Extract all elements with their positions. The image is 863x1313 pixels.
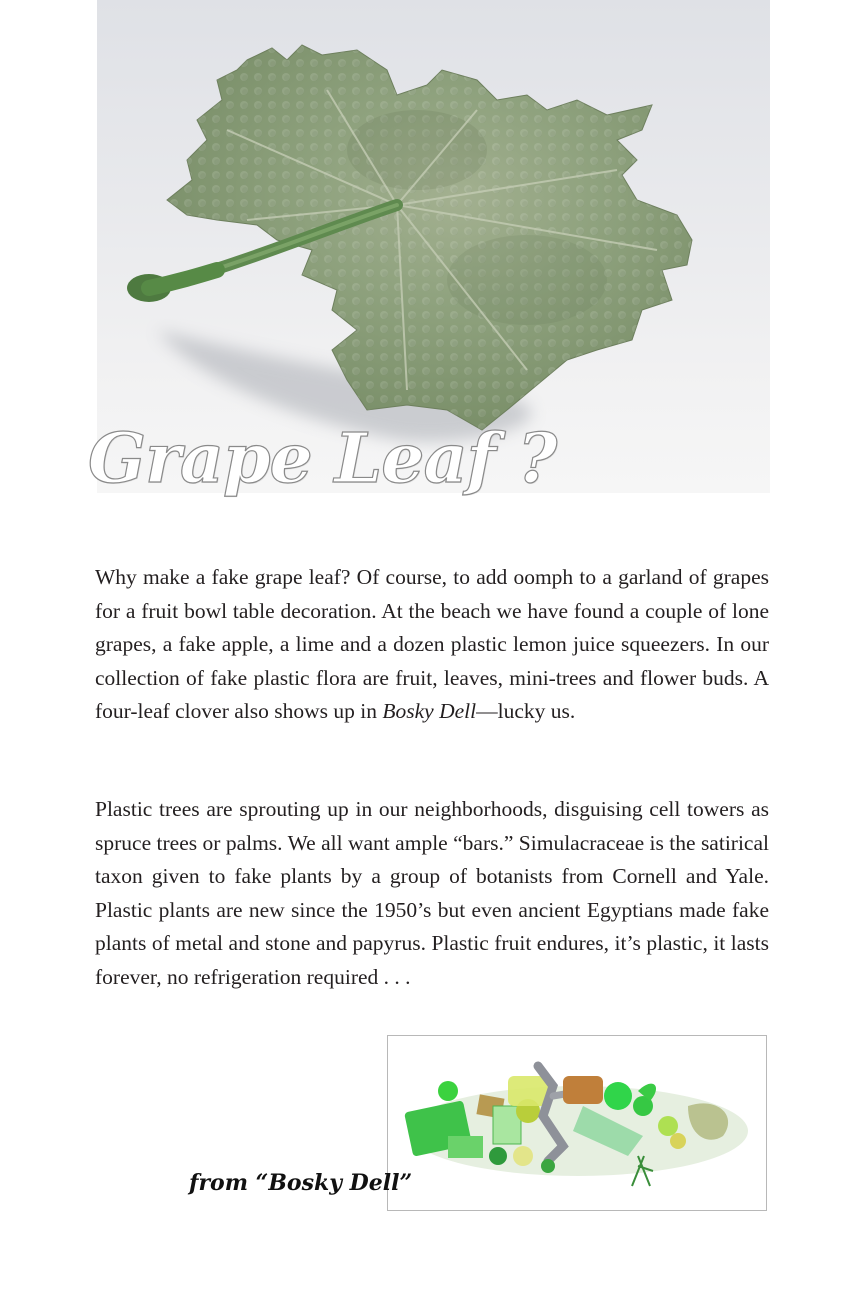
paragraph-1 <box>95 561 769 729</box>
page-title: Grape Leaf ? <box>88 419 557 499</box>
photo-caption: from “Bosky Dell” <box>189 1170 413 1196</box>
paragraph-1-text: Why make a fake grape leaf? Of course, to add oomph to a garland of grapes for a fruit bowl table decoration. At the beach we have found a couple of lone grapes, a fake apple, a lime and a dozen plastic lemon juice squeezers. In our collection of fake plastic flora are fruit, leaves, mini-trees and flower buds. A four-leaf clover also shows up in <box>95 565 769 723</box>
paragraph-2: Plastic trees are sprouting up in our neighborhoods, disguising cell towers as spruce trees or palms. We all want ample “bars.” Simulacraceae is the satirical taxon given to fake plants by a group of botanists from Cornell and Yale. Plastic plants are new since the 1950’s but even ancient Egyptians made fake plants of metal and stone and papyrus. Plastic fruit endures, it’s plastic, it lasts forever, no refrigeration required . . . <box>95 797 769 989</box>
paragraph-1-end: —lucky us. <box>476 699 576 723</box>
bosky-dell-photo <box>387 1035 767 1211</box>
book-title-italic: Bosky Dell <box>382 699 477 723</box>
